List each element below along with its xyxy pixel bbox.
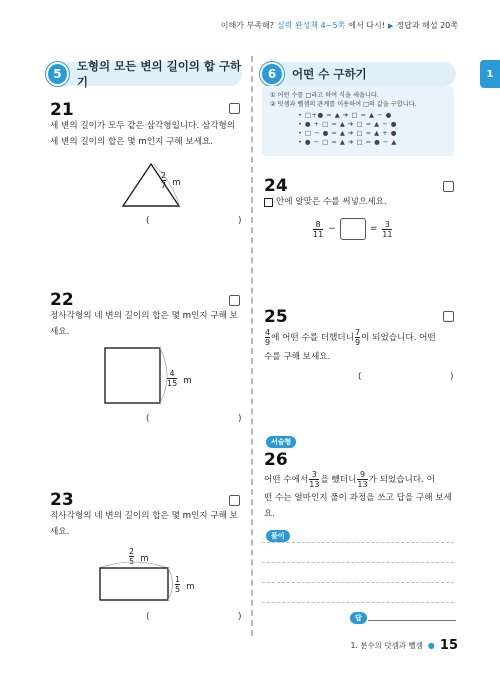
question-25-text-b: 이 되었습니다. 어떤 (361, 332, 436, 343)
question-24-equation (312, 218, 393, 240)
q25-f2-numerator: 7 (355, 328, 361, 337)
answer-label: 답 (350, 612, 367, 624)
rect-side-label (174, 574, 194, 594)
q25-open-paren: ( (358, 372, 362, 382)
question-21-line-1: 세 변의 길이가 모두 같은 삼각형입니다. 삼각형의 (50, 121, 236, 131)
section-6-number: 6 (260, 62, 284, 86)
section-5-number: 5 (46, 62, 69, 86)
solution-label: 풀이 (266, 530, 290, 542)
column-divider (251, 56, 253, 636)
question-23-answer-field[interactable] (152, 610, 236, 624)
q26-f1-numerator: 3 (311, 470, 317, 479)
question-21-answer-field[interactable] (152, 214, 236, 228)
note-highlight: 실력 완성책 4~5쪽 (276, 21, 346, 30)
rect-top-numerator: 2 (129, 547, 135, 556)
triangle-figure (115, 160, 195, 210)
page-footer (351, 638, 458, 653)
question-25-line-2: 수를 구해 보세요. (264, 352, 331, 362)
question-22-text (50, 308, 250, 340)
q26-f1-denominator: 13 (309, 480, 320, 489)
answer-ref: 정답과 해설 20쪽 (396, 21, 458, 30)
question-25-text-a: 에 어떤 수를 더했더니 (271, 332, 355, 343)
play-icon: ▶ (387, 21, 394, 30)
q25-f1-numerator: 4 (265, 328, 271, 337)
footer-chapter: 1. 분수의 덧셈과 뺄셈 (350, 641, 423, 650)
solution-line-1[interactable] (262, 542, 454, 543)
question-24-instruction: 안에 알맞은 수를 써넣으세요. (276, 197, 387, 207)
hint-rule-3: • □ − ● = ▲ ➔ □ = ▲ + ● (298, 129, 397, 137)
triangle-side-label (160, 170, 180, 190)
q22-open-paren: ( (146, 414, 150, 424)
solution-line-2[interactable] (262, 562, 454, 563)
question-25-answer-field[interactable] (364, 370, 448, 384)
rect-top-denominator: 5 (129, 557, 135, 566)
q26-f2-denominator: 13 (357, 480, 368, 489)
footer-dot-icon: ● (427, 641, 435, 650)
question-22-line-2: 세요. (50, 327, 70, 337)
q24-a-denominator: 11 (313, 229, 324, 239)
section-6-header (260, 62, 456, 86)
rectangle-figure (95, 560, 185, 602)
question-21-line-2: 세 변의 길이의 합은 몇 m인지 구해 보세요. (50, 137, 214, 147)
rect-side-denominator: 5 (175, 585, 181, 594)
q26-f2-numerator: 9 (359, 470, 366, 479)
rect-top-unit: m (140, 554, 149, 564)
rect-side-numerator: 1 (175, 575, 181, 584)
question-23-line-2: 세요. (50, 527, 70, 537)
hint-rule-2: • ● + □ = ▲ ➔ □ = ▲ − ● (298, 120, 397, 128)
question-23-number: 23 (50, 490, 74, 510)
q21-open-paren: ( (146, 216, 150, 226)
question-22-answer-field[interactable] (152, 412, 236, 426)
question-25-number: 25 (264, 307, 288, 327)
question-25-text (264, 328, 456, 365)
question-21-checkbox[interactable] (229, 103, 240, 114)
solution-line-3[interactable] (262, 582, 454, 583)
triangle-side-unit: m (172, 178, 181, 188)
q25-close-paren: ) (450, 372, 454, 382)
q23-close-paren: ) (238, 612, 242, 622)
question-23-text (50, 508, 250, 540)
q24-minus: − (328, 224, 336, 234)
square-side-label (166, 368, 192, 388)
hint-rule-1: • □+● = ▲ ➔ □ = ▲ − ● (298, 111, 392, 119)
solution-line-4[interactable] (262, 602, 454, 603)
question-21-text (50, 118, 250, 150)
hint-line-1: ① 어떤 수를 □라고 하여 식을 세웁니다. (270, 92, 379, 99)
header-note (221, 20, 458, 31)
q23-open-paren: ( (146, 612, 150, 622)
note-suffix: 에서 다시! (348, 21, 385, 30)
question-22-checkbox[interactable] (229, 295, 240, 306)
q24-a-numerator: 8 (315, 219, 321, 229)
q24-equals: = (369, 224, 378, 234)
section-5-title: 도형의 모든 변의 길이의 합 구하기 (76, 59, 242, 89)
square-side-denominator: 15 (167, 379, 178, 388)
chapter-tab-label: 1 (486, 68, 494, 80)
q25-f2-denominator: 9 (355, 338, 361, 347)
question-25-checkbox[interactable] (443, 311, 454, 322)
triangle-side-numerator: 2 (161, 171, 167, 180)
chapter-side-tab (480, 60, 500, 88)
answer-line[interactable] (368, 620, 456, 621)
question-26-line-3: 요. (264, 509, 276, 519)
question-24-text (264, 194, 387, 210)
question-24-checkbox[interactable] (443, 181, 454, 192)
q24-b-denominator: 11 (382, 229, 393, 239)
q25-f1-denominator: 9 (265, 338, 271, 347)
question-26-text-b: 을 뺐더니 (320, 474, 357, 485)
question-26-text-c: 가 되었습니다. 어 (368, 474, 435, 485)
page-number: 15 (439, 638, 458, 653)
question-26-line-2: 떤 수는 얼마인지 풀이 과정을 쓰고 답을 구해 보세 (264, 493, 452, 503)
question-23-line-1: 직사각형의 네 변의 길이의 합은 몇 m인지 구해 보 (50, 511, 238, 521)
essay-badge: 서술형 (266, 436, 296, 448)
triangle-side-denominator: 7 (161, 181, 167, 190)
rect-side-unit: m (186, 582, 195, 592)
question-26-text (264, 470, 456, 522)
square-side-unit: m (183, 376, 192, 386)
q21-close-paren: ) (238, 216, 242, 226)
hint-rule-4: • ● − □ = ▲ ➔ □ = ● − ▲ (298, 138, 397, 146)
q22-close-paren: ) (238, 414, 242, 424)
question-22-number: 22 (50, 290, 74, 310)
question-26-number: 26 (264, 450, 288, 470)
blank-box-icon (264, 198, 273, 207)
question-24-number: 24 (264, 176, 288, 196)
question-21-number: 21 (50, 100, 74, 120)
question-23-checkbox[interactable] (229, 495, 240, 506)
q24-b-numerator: 3 (384, 219, 390, 229)
section-6-title: 어떤 수 구하기 (292, 67, 367, 81)
question-22-line-1: 정사각형의 네 변의 길이의 합은 몇 m인지 구해 보 (50, 311, 238, 321)
q24-answer-box[interactable] (340, 218, 366, 240)
square-side-numerator: 4 (169, 369, 175, 378)
section-5-header (46, 59, 242, 89)
question-26-text-a: 어떤 수에서 (264, 474, 309, 485)
hint-box (262, 86, 454, 156)
hint-line-2: ② 덧셈과 뺄셈의 관계를 이용하여 □의 값을 구합니다. (270, 101, 417, 108)
note-prefix: 이해가 부족해? (220, 21, 274, 30)
